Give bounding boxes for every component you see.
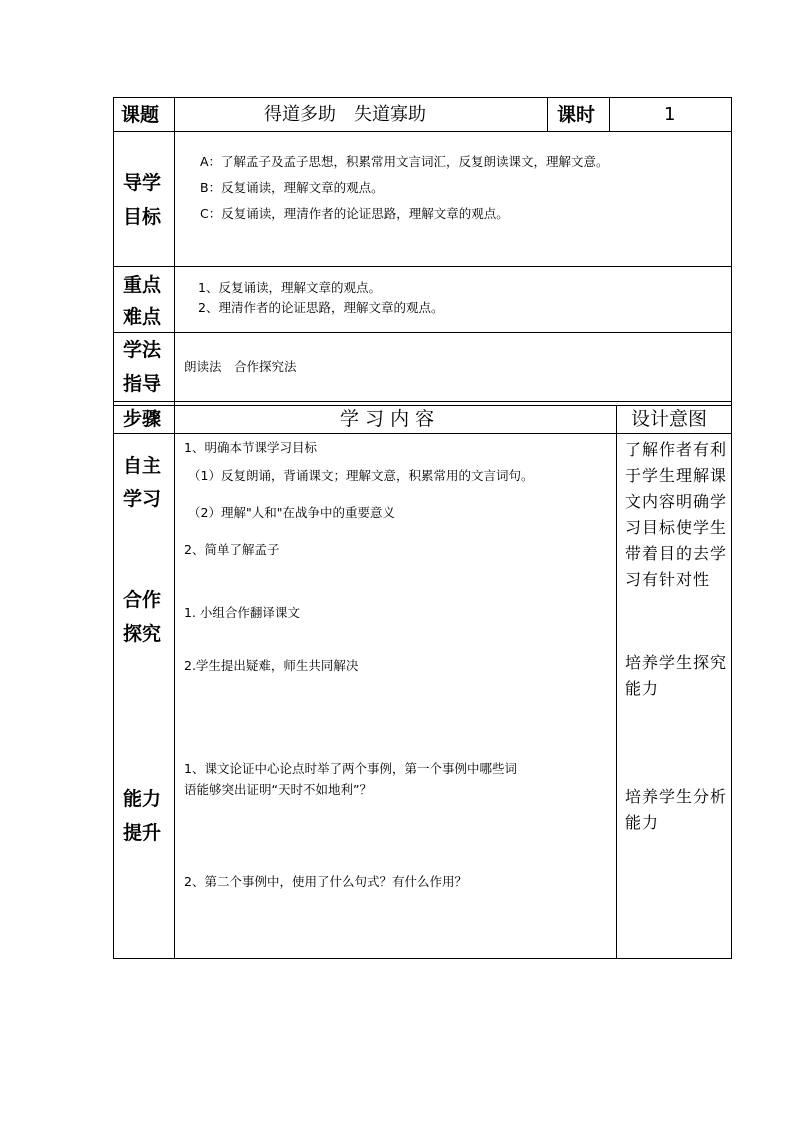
topic-label: 课题 (121, 104, 160, 126)
goal-item: A：了解孟子及孟子思想，积累常用文言词汇，反复朗读课文，理解文意。 (200, 154, 609, 169)
cooperation-label-line1: 合作 (123, 589, 162, 611)
self-study-line: 1、明确本节课学习目标 (184, 440, 317, 455)
steps-column-heading: 步骤 (123, 408, 162, 430)
goals-label-line1: 导学 (123, 172, 162, 194)
content-column-heading: 学 习 内 容 (340, 408, 435, 430)
goals-label-line2: 目标 (123, 206, 162, 228)
cooperation-label-line2: 探究 (123, 623, 162, 645)
key-points-label-line2: 难点 (123, 306, 162, 328)
table-border-top (113, 97, 732, 98)
cooperation-line: 1. 小组合作翻译课文 (184, 605, 300, 620)
table-border-bottom (113, 958, 732, 959)
ability-line: 2、第二个事例中，使用了什么句式？有什么作用？ (184, 874, 467, 889)
ability-line: 语能够突出证明“天时不如地利”？ (184, 782, 372, 797)
topic-value: 得道多助 失道寡助 (264, 104, 426, 125)
period-value: 1 (664, 104, 676, 125)
method-text: 朗读法 合作探究法 (184, 359, 297, 374)
goal-item: B：反复诵读，理解文章的观点。 (200, 180, 384, 195)
self-study-intent: 了解作者有利于学生理解课文内容明确学习目标使学生带着目的去学习有针对性 (625, 440, 728, 589)
method-label-line1: 学法 (123, 339, 162, 361)
cooperation-line: 2.学生提出疑难，师生共同解决 (184, 658, 359, 673)
ability-intent: 培养学生分析能力 (625, 787, 728, 832)
row-divider (113, 332, 732, 333)
self-study-line: （1）反复朗诵，背诵课文；理解文意，积累常用的文言词句。 (188, 468, 534, 483)
key-points-label-line1: 重点 (123, 274, 162, 296)
period-label: 课时 (557, 104, 596, 126)
key-point-item: 1、反复诵读，理解文章的观点。 (198, 280, 381, 295)
column-divider (547, 97, 548, 132)
intent-column-heading: 设计意图 (631, 408, 708, 430)
column-divider (609, 97, 610, 132)
row-divider (113, 405, 732, 406)
table-border-left (113, 97, 114, 959)
column-divider (174, 97, 175, 959)
ability-label-line2: 提升 (123, 822, 162, 844)
ability-line: 1、课文论证中心论点时举了两个事例，第一个事例中哪些词 (184, 761, 517, 776)
table-border-right (731, 97, 732, 959)
key-point-item: 2、理清作者的论证思路，理解文章的观点。 (198, 300, 444, 315)
self-study-label-line2: 学习 (123, 488, 162, 510)
row-divider (113, 131, 732, 132)
method-label-line2: 指导 (123, 373, 162, 395)
self-study-label-line1: 自主 (123, 455, 162, 477)
goal-item: C：反复诵读，理清作者的论证思路，理解文章的观点。 (200, 206, 509, 221)
cooperation-intent: 培养学生探究能力 (625, 653, 728, 698)
self-study-line: （2）理解"人和"在战争中的重要意义 (188, 505, 395, 520)
row-divider (113, 433, 732, 434)
row-divider (113, 401, 732, 402)
self-study-line: 2、简单了解孟子 (184, 542, 280, 557)
ability-label-line1: 能力 (123, 788, 162, 810)
column-divider (616, 405, 617, 959)
row-divider (113, 266, 732, 267)
